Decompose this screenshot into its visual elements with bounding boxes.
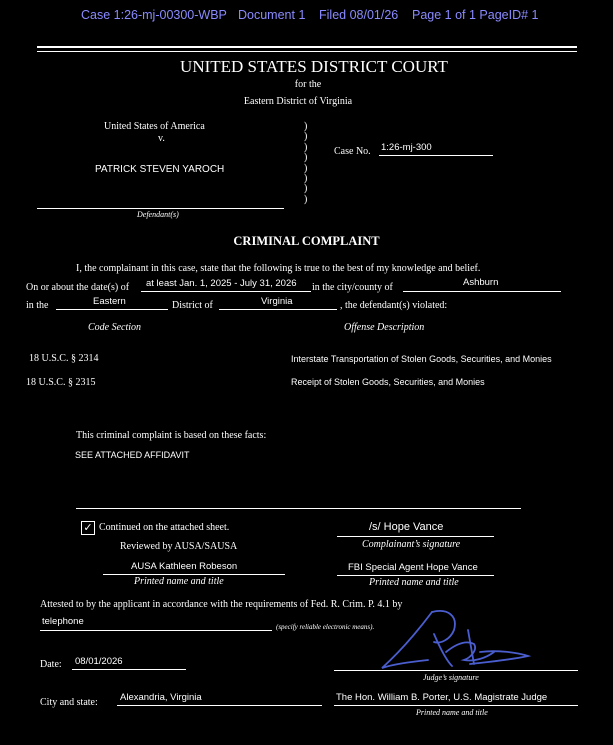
offense-code-1: 18 U.S.C. § 2314 — [29, 353, 99, 364]
offense-code-2: 18 U.S.C. § 2315 — [26, 377, 96, 388]
means-value: telephone — [42, 616, 84, 627]
judge-name-line — [334, 705, 578, 706]
complainant-signature-label: Complainant’s signature — [362, 539, 461, 550]
district-name: Eastern — [93, 296, 126, 307]
top-rule-thin — [37, 51, 577, 52]
defendant-line — [37, 208, 284, 209]
date-label: Date: — [40, 659, 62, 670]
offense-description-2: Receipt of Stolen Goods, Securities, and Monies — [291, 377, 485, 387]
ausa-line — [103, 574, 285, 575]
means-line — [40, 630, 272, 631]
city-state-line — [117, 705, 322, 706]
attestation-text: Attested to by the applicant in accordance with the requirements of Fed. R. Crim. P. 4.1 by — [40, 599, 403, 610]
versus-label: v. — [158, 133, 165, 144]
continued-checkbox[interactable]: ✓ — [81, 521, 95, 535]
date-value: 08/01/2026 — [75, 656, 123, 667]
facts-line — [76, 508, 521, 509]
complaint-heading: CRIMINAL COMPLAINT — [233, 234, 380, 248]
district-of-label: District of — [172, 300, 213, 311]
case-no-value: 1:26-mj-300 — [381, 142, 432, 153]
continued-label: Continued on the attached sheet. — [99, 522, 230, 533]
page-id-header: Page 1 of 1 PageID# 1 — [412, 8, 539, 22]
court-district: Eastern District of Virginia — [243, 96, 353, 107]
complainant-signature: /s/ Hope Vance — [369, 521, 444, 533]
defendant-name: PATRICK STEVEN YAROCH — [95, 164, 225, 175]
city-prefix: in the city/county of — [312, 282, 393, 293]
judge-signature-label: Judge’s signature — [423, 673, 479, 682]
dates-line — [141, 291, 311, 292]
defendant-label: Defendant(s) — [137, 210, 179, 219]
judge-signature-line — [334, 670, 578, 671]
state-value: Virginia — [261, 296, 293, 307]
city-value: Ashburn — [463, 277, 499, 288]
offense-description-1: Interstate Transportation of Stolen Goods, Securities, and Monies — [291, 354, 552, 364]
case-no-line — [379, 155, 493, 156]
reviewed-by-label: Reviewed by AUSA/SAUSA — [120, 541, 238, 552]
complaint-intro: I, the complainant in this case, state that the following is true to the best of my knowledge and belief. — [76, 263, 481, 274]
ausa-name: AUSA Kathleen Robeson — [131, 561, 238, 572]
complainant-name: FBI Special Agent Hope Vance — [348, 562, 478, 573]
complainant-printed-label: Printed name and title — [369, 577, 459, 588]
date-line — [72, 669, 186, 670]
court-title: UNITED STATES DISTRICT COURT — [180, 57, 448, 76]
complainant-name-line — [337, 575, 494, 576]
ausa-printed-label: Printed name and title — [134, 576, 224, 587]
judge-printed-label: Printed name and title — [416, 708, 488, 717]
complainant-signature-line — [337, 536, 494, 537]
city-state-value: Alexandria, Virginia — [120, 692, 202, 703]
violated-text: , the defendant(s) violated: — [340, 300, 448, 311]
document-number-header: Document 1 — [238, 8, 306, 22]
case-no-label: Case No. — [334, 146, 371, 157]
in-the-label: in the — [26, 300, 49, 311]
city-line — [403, 291, 561, 292]
case-number-header: Case 1:26-mj-00300-WBP — [81, 8, 227, 22]
caption-brackets: ) ) ) ) ) ) ) ) — [304, 121, 308, 205]
offense-description-label: Offense Description — [344, 322, 425, 333]
city-state-label: City and state: — [40, 697, 98, 708]
top-rule — [37, 46, 577, 48]
court-for-word: for the — [294, 79, 322, 90]
filed-date-header: Filed 08/01/26 — [319, 8, 399, 22]
facts-text: SEE ATTACHED AFFIDAVIT — [75, 450, 190, 460]
plaintiff-name: United States of America — [104, 121, 205, 132]
offense-dates: at least Jan. 1, 2025 - July 31, 2026 — [146, 278, 297, 289]
state-line — [219, 309, 337, 310]
judge-signature-image — [370, 604, 535, 676]
means-label: (specify reliable electronic means). — [276, 623, 375, 631]
facts-label: This criminal complaint is based on these facts: — [76, 430, 267, 441]
judge-name: The Hon. William B. Porter, U.S. Magistrate Judge — [336, 692, 548, 703]
date-prefix: On or about the date(s) of — [26, 282, 130, 293]
code-section-label: Code Section — [88, 322, 142, 333]
district-name-line — [56, 309, 168, 310]
